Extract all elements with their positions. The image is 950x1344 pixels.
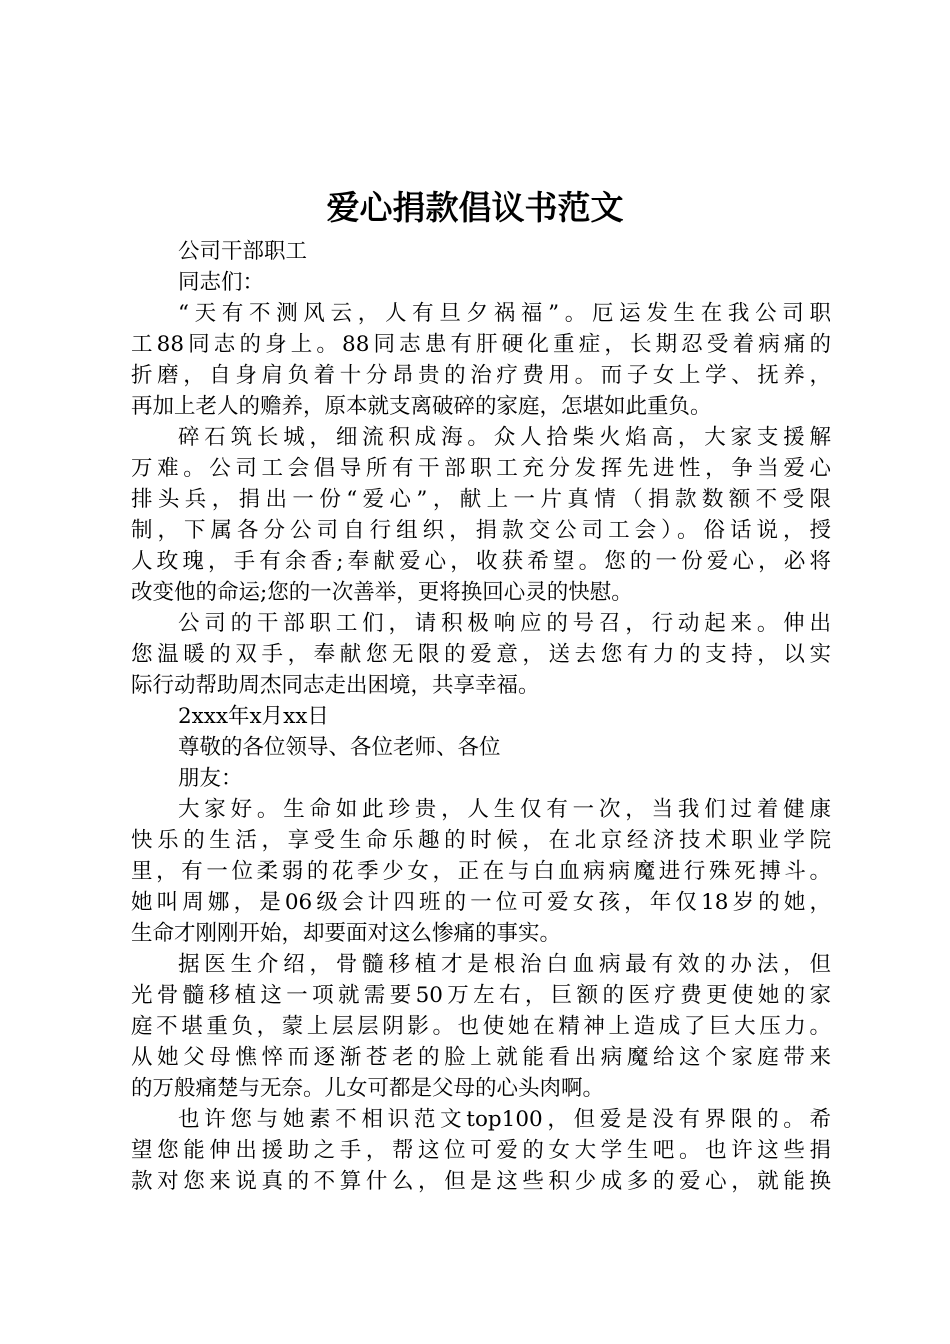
- text-line: 碎石筑长城，细流积成海。众人拾柴火焰高，大家支援解: [178, 425, 831, 450]
- text-line: 光骨髓移植这一项就需要50万左右，巨额的医疗费更使她的家: [131, 983, 831, 1008]
- text-line: 尊敬的各位领导、各位老师、各位: [178, 735, 501, 760]
- text-line: 再加上老人的赡养，原本就支离破碎的家庭，怎堪如此重负。: [131, 394, 712, 419]
- text-line: 际行动帮助周杰同志走出困境，共享幸福。: [131, 673, 540, 698]
- text-line: 折磨，自身肩负着十分昂贵的治疗费用。而子女上学、抚养，: [131, 363, 831, 388]
- text-line: 庭不堪重负，蒙上层层阴影。也使她在精神上造成了巨大压力。: [131, 1014, 831, 1039]
- text-line: 改变他的命运;您的一次善举，更将换回心灵的快慰。: [131, 580, 633, 605]
- text-line: 的万般痛楚与无奈。儿女可都是父母的心头肉啊。: [131, 1076, 605, 1101]
- text-line: 生命才刚刚开始，却要面对这么惨痛的事实。: [131, 921, 562, 946]
- text-line: 公司的干部职工们，请积极响应的号召，行动起来。伸出: [178, 611, 831, 636]
- text-line: 她叫周娜，是06级会计四班的一位可爱女孩，年仅18岁的她，: [131, 890, 831, 915]
- text-line: 工88同志的身上。88同志患有肝硬化重症，长期忍受着病痛的: [131, 332, 831, 357]
- text-line: 快乐的生活，享受生命乐趣的时候，在北京经济技术职业学院: [131, 828, 831, 853]
- text-line: 朋友：: [178, 766, 243, 791]
- text-line: 人玫瑰，手有余香;奉献爱心，收获希望。您的一份爱心，必将: [131, 549, 831, 574]
- text-line: 排头兵，捐出一份“爱心”，献上一片真情（捐款数额不受限: [131, 487, 831, 512]
- text-line: 大家好。生命如此珍贵，人生仅有一次，当我们过着健康: [178, 797, 831, 822]
- document-body: [131, 236, 831, 1197]
- text-line: “天有不测风云，人有旦夕祸福”。厄运发生在我公司职: [178, 301, 831, 326]
- text-line: 款对您来说真的不算什么，但是这些积少成多的爱心，就能换: [131, 1169, 831, 1194]
- text-line: 从她父母憔悴而逐渐苍老的脸上就能看出病魔给这个家庭带来: [131, 1045, 831, 1070]
- text-line: 同志们：: [178, 270, 265, 295]
- text-line: 制，下属各分公司自行组织，捐款交公司工会）。俗话说，授: [131, 518, 831, 543]
- text-line: 2xxx年x月xx日: [178, 704, 329, 729]
- text-line: 里，有一位柔弱的花季少女，正在与白血病病魔进行殊死搏斗。: [131, 859, 831, 884]
- document-title: 爱心捐款倡议书范文: [326, 188, 624, 227]
- text-line: 万难。公司工会倡导所有干部职工充分发挥先进性，争当爱心: [131, 456, 831, 481]
- text-line: 望您能伸出援助之手，帮这位可爱的女大学生吧。也许这些捐: [131, 1138, 831, 1163]
- text-line: 您温暖的双手，奉献您无限的爱意，送去您有力的支持，以实: [131, 642, 831, 667]
- text-line: 也许您与她素不相识范文top100，但爱是没有界限的。希: [178, 1107, 831, 1132]
- text-line: 据医生介绍，骨髓移植才是根治白血病最有效的办法，但: [178, 952, 831, 977]
- text-line: 公司干部职工: [178, 239, 308, 264]
